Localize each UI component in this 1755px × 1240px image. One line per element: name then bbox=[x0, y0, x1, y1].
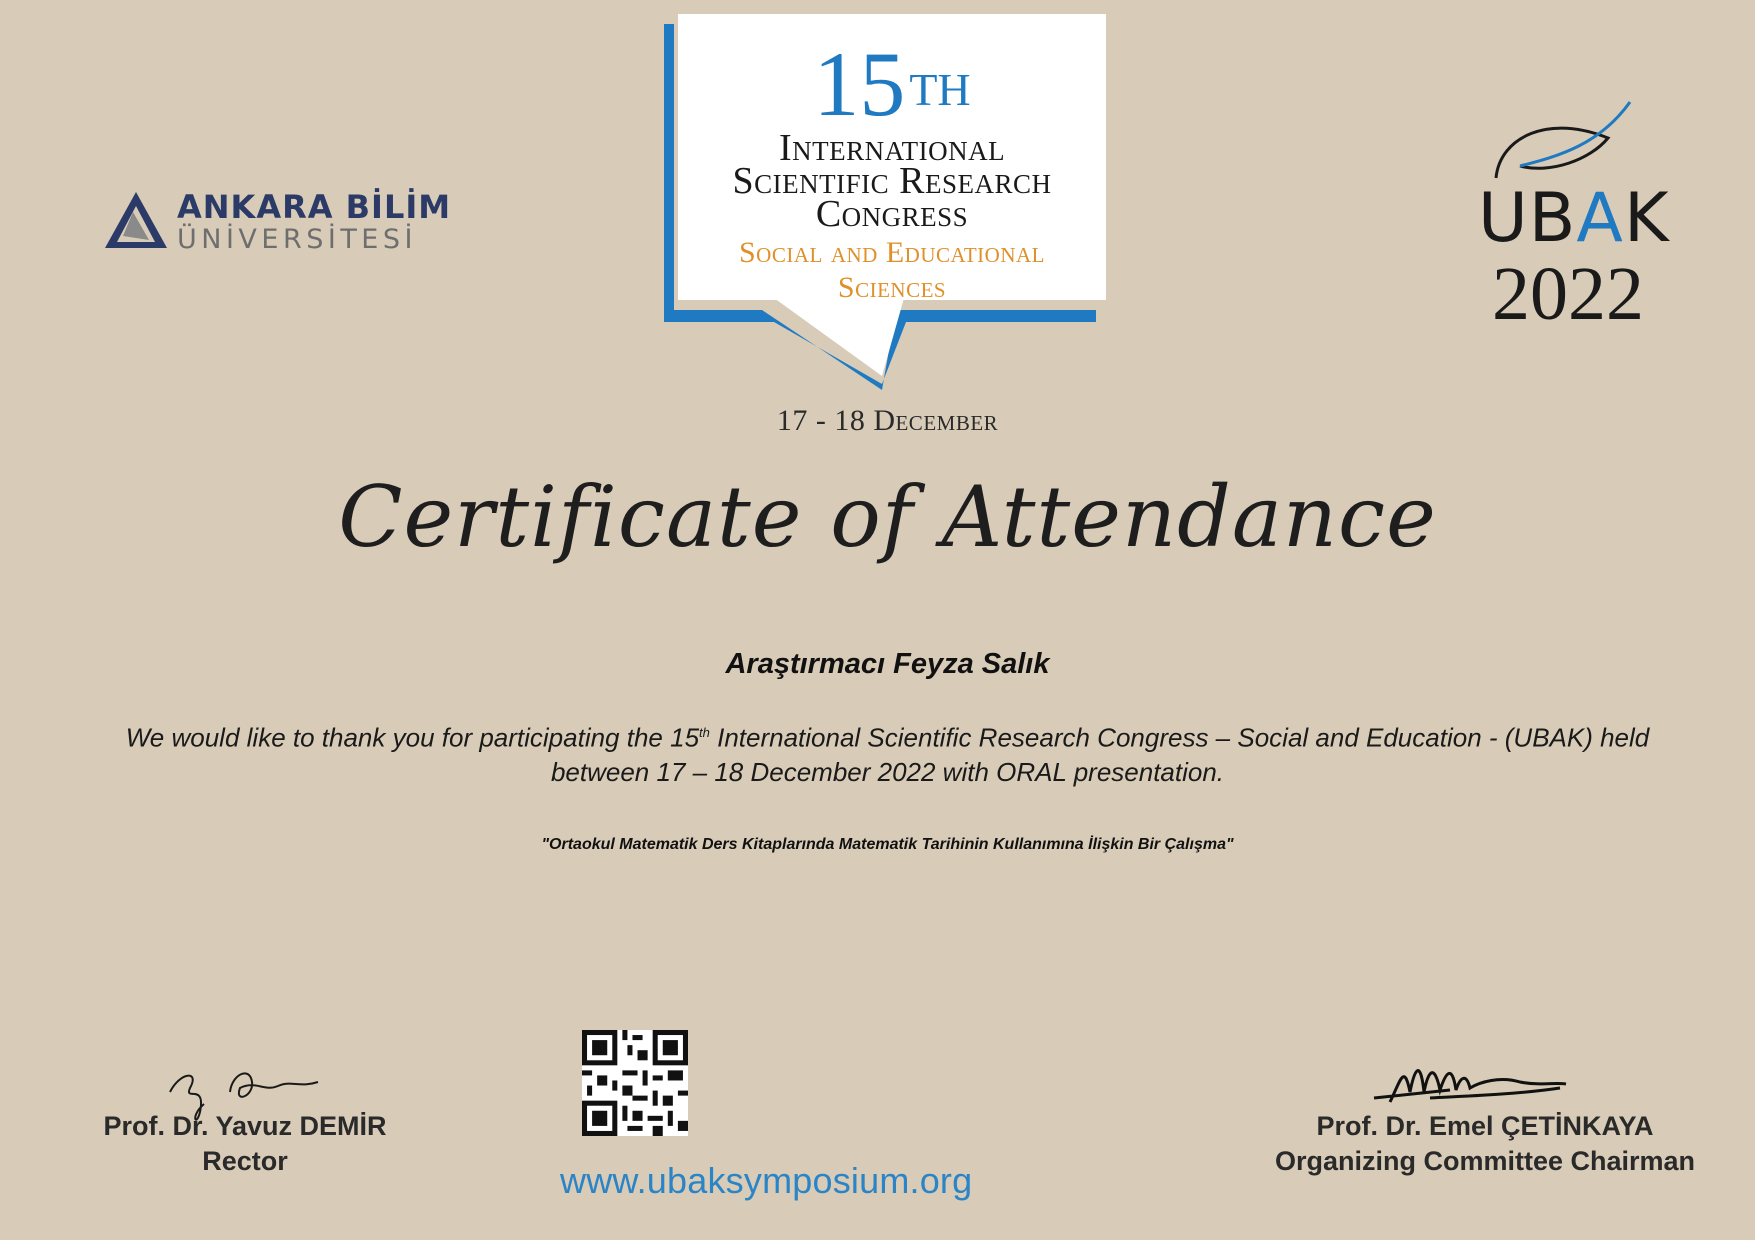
chairman-signature bbox=[1370, 1042, 1570, 1112]
rector-name: Prof. Dr. Yavuz DEMİR bbox=[103, 1111, 387, 1141]
ubak-swoosh-icon bbox=[1490, 96, 1640, 186]
ubak-logo bbox=[1470, 96, 1670, 336]
qr-code-icon bbox=[582, 1030, 688, 1136]
paper-title: "Ortaokul Matematik Ders Kitaplarında Matematik Tarihinin Kullanımına İlişkin Bir Çalışma" bbox=[541, 836, 1234, 853]
congress-subtitle: Social and Educational Sciences bbox=[739, 236, 1045, 304]
ankara-bilim-triangle-icon bbox=[103, 190, 169, 250]
rector-signature-block bbox=[90, 1108, 400, 1178]
chairman-role: Organizing Committee Chairman bbox=[1274, 1146, 1696, 1176]
thanks-message: We would like to thank you for participating the 15th International Scientific Research Congress – Social and Education - (UBAK) held between 17 – 18 December 2022 with ORAL presentation. bbox=[125, 722, 1650, 787]
ubak-year: 2022 bbox=[1492, 252, 1644, 336]
ankara-bilim-logo bbox=[103, 188, 452, 258]
website-link[interactable]: www.ubaksymposium.org bbox=[560, 1160, 973, 1201]
congress-banner bbox=[664, 12, 1106, 390]
chairman-name: Prof. Dr. Emel ÇETİNKAYA bbox=[1316, 1111, 1654, 1141]
certificate-title: Certificate of Attendance bbox=[338, 468, 1437, 566]
recipient-name: Araştırmacı Feyza Salık bbox=[725, 648, 1050, 680]
congress-edition: 15TH bbox=[813, 33, 971, 135]
congress-title: International Scientific Research Congress bbox=[732, 127, 1052, 235]
ubak-wordmark: UBAK bbox=[1478, 179, 1670, 258]
ankara-bilim-subname: ÜNİVERSİTESİ bbox=[177, 224, 417, 255]
event-dates: 17 - 18 December bbox=[776, 404, 999, 437]
chairman-signature-block bbox=[1260, 1108, 1710, 1178]
rector-role: Rector bbox=[202, 1146, 288, 1176]
ankara-bilim-name: ANKARA BİLİM bbox=[177, 188, 452, 226]
